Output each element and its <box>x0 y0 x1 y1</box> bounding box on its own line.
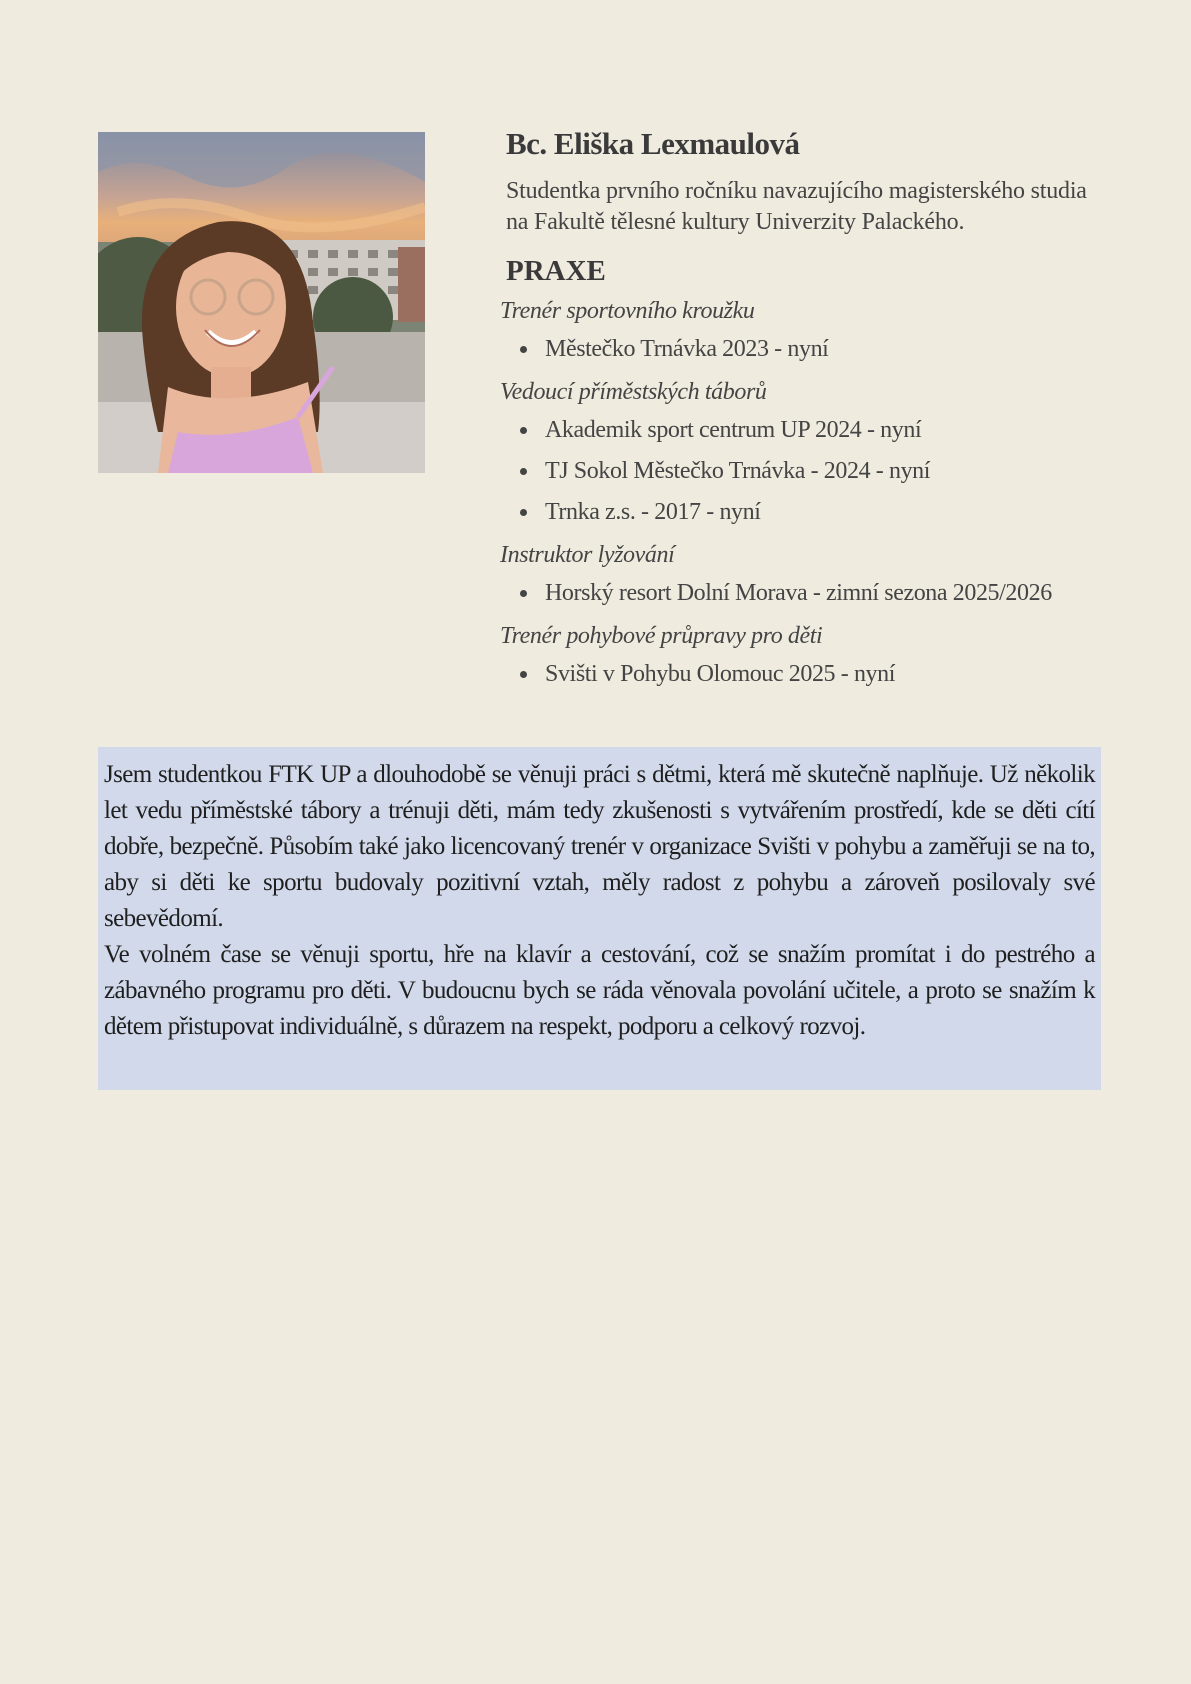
role-item <box>500 410 1110 451</box>
role-title: Trenér pohybové průpravy pro děti <box>500 623 823 649</box>
role-title: Trenér sportovního kroužku <box>500 298 755 324</box>
role-item-text: Městečko Trnávka 2023 - nyní <box>545 336 829 362</box>
profile-name: Bc. Eliška Lexmaulová <box>506 126 800 161</box>
role-item <box>500 573 1110 614</box>
role-items <box>500 410 1110 533</box>
bullet-icon <box>520 671 527 678</box>
role-item <box>500 654 1110 695</box>
bullet-icon <box>520 468 527 475</box>
bullet-icon <box>520 427 527 434</box>
role-item <box>500 492 1110 533</box>
bullet-icon <box>520 509 527 516</box>
role-item-text: Trnka z.s. - 2017 - nyní <box>545 499 761 525</box>
role-items <box>500 573 1110 614</box>
intro-line-2: na Fakultě tělesné kultury Univerzity Palackého. <box>506 209 965 235</box>
role-items <box>500 329 1110 370</box>
role-item-text: Svišti v Pohybu Olomouc 2025 - nyní <box>545 661 896 687</box>
bullet-icon <box>520 590 527 597</box>
role-item-text: Akademik sport centrum UP 2024 - nyní <box>545 417 922 443</box>
about-box <box>98 747 1101 1090</box>
profile-intro <box>506 176 1110 238</box>
role-item <box>500 451 1110 492</box>
profile-photo <box>98 132 425 473</box>
role-item-text: TJ Sokol Městečko Trnávka - 2024 - nyní <box>545 458 931 484</box>
praxe-heading: PRAXE <box>506 255 606 287</box>
role-item-text: Horský resort Dolní Morava - zimní sezona 2025/2026 <box>545 580 1052 606</box>
role-item <box>500 329 1110 370</box>
portrait-illustration <box>98 132 425 473</box>
role-title: Vedoucí příměstských táborů <box>500 379 767 405</box>
profile-info <box>500 122 1110 695</box>
bullet-icon <box>520 346 527 353</box>
about-paragraph-2: Ve volném čase se věnuji sportu, hře na klavír a cestování, což se snažím promítat i do pestrého a zábavného programu pro děti. V budoucnu bych se ráda věnovala povolání učitele, a proto se snažím k dětem přistupovat individuálně, s důrazem na respekt, podporu a celkový rozvoj. <box>104 941 1095 1040</box>
intro-line-1: Studentka prvního ročníku navazujícího magisterského studia <box>506 178 1087 204</box>
role-title: Instruktor lyžování <box>500 542 675 568</box>
role-items <box>500 654 1110 695</box>
about-paragraph-1: Jsem studentkou FTK UP a dlouhodobě se věnuji práci s dětmi, která mě skutečně naplňuje. Už několik let vedu příměstské tábory a trénuji děti, mám tedy zkušenosti s vytvářením prostředí, kde se děti cítí dobře, bezpečně. Působím také jako licencovaný trenér v organizace Svišti v pohybu a zaměřuji se na to, aby si děti ke sportu budovaly pozitivní vztah, měly radost z pohybu a zároveň posilovaly své sebevědomí. <box>104 761 1095 932</box>
